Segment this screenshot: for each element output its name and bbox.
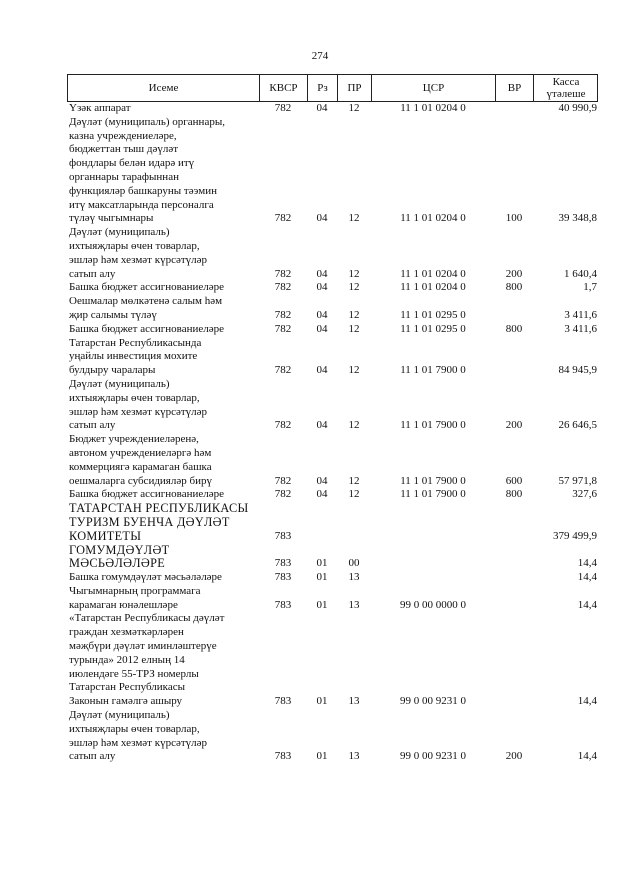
table-row — [67, 323, 598, 337]
row-name — [67, 709, 257, 764]
cell-pr: 13 — [348, 598, 360, 611]
row-name-line: Оешмалар мөлкәтенә салым һәм — [69, 295, 223, 308]
cell-sum: 14,4 — [577, 557, 597, 570]
table-row — [67, 612, 598, 709]
row-name-line: түләү чыгымнары — [69, 212, 154, 225]
cell-pr: 13 — [348, 750, 360, 763]
header-rz: Рз — [308, 75, 338, 101]
cell-vr: 200 — [505, 267, 523, 280]
table-row — [67, 488, 598, 502]
row-name — [67, 378, 257, 433]
row-name-line: Татарстан Республикасы — [69, 681, 185, 694]
row-name-line: Бюджет учреждениеләренә, — [69, 433, 199, 446]
cell-pr: 12 — [348, 322, 360, 335]
cell-rz: 01 — [316, 750, 328, 763]
table-row — [67, 502, 598, 543]
row-name-line: фондлары белән идарә итү — [69, 157, 195, 170]
cell-kvsr: 782 — [274, 212, 292, 225]
cell-kvsr: 783 — [274, 571, 292, 584]
table-row — [67, 102, 598, 116]
row-name-line: автоном учреждениеләргә һәм — [69, 446, 212, 459]
cell-vr: 600 — [505, 474, 523, 487]
row-name-line: булдыру чаралары — [69, 364, 156, 377]
table-body — [67, 102, 598, 764]
cell-kvsr: 783 — [274, 695, 292, 708]
section-heading — [67, 502, 257, 543]
row-name-line: сатып алу — [69, 267, 116, 280]
cell-pr: 12 — [348, 212, 360, 225]
table-row — [67, 281, 598, 295]
cell-pr: 12 — [348, 419, 360, 432]
row-name-line: җир салымы түләү — [69, 308, 157, 321]
cell-kvsr: 783 — [274, 529, 292, 542]
table-row — [67, 295, 598, 323]
table-row — [67, 116, 598, 226]
cell-kvsr: 782 — [274, 322, 292, 335]
row-name-line: функцияләр башкаруны тәэмин — [69, 184, 217, 197]
header-csr: ЦСР — [372, 75, 496, 101]
cell-vr: 800 — [505, 281, 523, 294]
table-row — [67, 585, 598, 613]
cell-csr: 99 0 00 9231 0 — [400, 695, 466, 708]
row-name — [67, 116, 257, 226]
row-name — [67, 226, 257, 281]
row-name-line: турында» 2012 елның 14 — [69, 653, 185, 666]
cell-kvsr: 782 — [274, 419, 292, 432]
table-row — [67, 378, 598, 433]
row-name-line: эшләр һәм хезмәт күрсәтүләр — [69, 736, 208, 749]
cell-kvsr: 782 — [274, 474, 292, 487]
cell-csr: 11 1 01 0204 0 — [400, 281, 466, 294]
row-name-line: бюджеттан тыш дәүләт — [69, 143, 179, 156]
cell-vr: 100 — [505, 212, 523, 225]
row-name-line: ГОМУМДӘҮЛӘТ — [69, 542, 170, 557]
row-name-line: Дәүләт (муниципаль) — [69, 709, 170, 722]
header-sum — [534, 75, 598, 101]
row-name-line: Башка гомумдәүләт мәсьәләләре — [69, 571, 222, 584]
row-name — [67, 281, 257, 295]
cell-sum: 14,4 — [577, 598, 597, 611]
row-name-line: «Татарстан Республикасы дәүләт — [69, 612, 225, 625]
row-name — [67, 571, 257, 585]
table-row — [67, 433, 598, 488]
header-sum-line1: Касса — [552, 76, 580, 88]
cell-pr: 12 — [348, 267, 360, 280]
cell-csr: 11 1 01 0204 0 — [400, 267, 466, 280]
row-name-line: Дәүләт (муниципаль) органнары, — [69, 115, 225, 128]
row-name-line: итү максатларында персоналга — [69, 198, 214, 211]
cell-rz: 01 — [316, 571, 328, 584]
row-name-line: КОМИТЕТЫ — [69, 528, 142, 543]
cell-rz: 04 — [316, 102, 328, 114]
row-name — [67, 585, 257, 613]
cell-kvsr: 783 — [274, 557, 292, 570]
row-name — [67, 612, 257, 709]
row-name-line: ихтыяҗлары өчен товарлар, — [69, 391, 200, 404]
cell-vr: 200 — [505, 750, 523, 763]
cell-sum: 26 646,5 — [558, 419, 597, 432]
cell-kvsr: 782 — [274, 488, 292, 501]
cell-rz: 01 — [316, 598, 328, 611]
cell-rz: 01 — [316, 557, 328, 570]
table-row — [67, 337, 598, 378]
row-name — [67, 337, 257, 378]
cell-vr: 800 — [505, 488, 523, 501]
row-name-line: ихтыяҗлары өчен товарлар, — [69, 722, 200, 735]
cell-csr: 11 1 01 0204 0 — [400, 102, 466, 114]
row-name-line: июлендәге 55-ТРЗ номерлы — [69, 667, 199, 680]
cell-pr: 12 — [348, 102, 360, 114]
cell-kvsr: 782 — [274, 281, 292, 294]
row-name-line: ихтыяҗлары өчен товарлар, — [69, 239, 200, 252]
cell-kvsr: 782 — [274, 267, 292, 280]
cell-pr: 12 — [348, 364, 360, 377]
cell-pr: 00 — [348, 557, 360, 570]
cell-kvsr: 782 — [274, 364, 292, 377]
header-pr: ПР — [338, 75, 372, 101]
row-name-line: казна учреждениеләре, — [69, 129, 177, 142]
cell-csr: 11 1 01 0295 0 — [400, 308, 466, 321]
cell-csr: 11 1 01 7900 0 — [400, 474, 466, 487]
row-name-line: Дәүләт (муниципаль) — [69, 226, 170, 239]
cell-sum: 14,4 — [577, 571, 597, 584]
cell-sum: 327,6 — [572, 488, 597, 501]
cell-rz: 04 — [316, 308, 328, 321]
cell-rz: 04 — [316, 474, 328, 487]
row-name-line: органнары тарафыннан — [69, 170, 179, 183]
row-name — [67, 488, 257, 502]
row-name-line: карамаган юнәлешләре — [69, 598, 178, 611]
cell-rz: 04 — [316, 322, 328, 335]
cell-sum: 14,4 — [577, 750, 597, 763]
row-name-line: Башка бюджет ассигнованиеләре — [69, 322, 224, 335]
row-name — [67, 323, 257, 337]
cell-pr: 12 — [348, 308, 360, 321]
table-row — [67, 709, 598, 764]
row-name-line: Татарстан Республикасында — [69, 336, 202, 349]
cell-sum: 1,7 — [583, 281, 597, 294]
cell-sum: 3 411,6 — [564, 308, 597, 321]
row-name-line: Башка бюджет ассигнованиеләре — [69, 488, 224, 501]
table-row — [67, 571, 598, 585]
page-number: 274 — [311, 50, 329, 62]
cell-pr: 13 — [348, 571, 360, 584]
cell-sum: 3 411,6 — [564, 322, 597, 335]
row-name-line: сатып алу — [69, 750, 116, 763]
row-name-line: ТАТАРСТАН РЕСПУБЛИКАСЫ — [69, 501, 249, 516]
cell-pr: 13 — [348, 695, 360, 708]
row-name-line: Дәүләт (муниципаль) — [69, 377, 170, 390]
cell-sum: 57 971,8 — [558, 474, 597, 487]
cell-rz: 04 — [316, 281, 328, 294]
row-name-line: граждан хезмәткәрләрен — [69, 626, 184, 639]
cell-sum: 1 640,4 — [564, 267, 597, 280]
row-name-line: оешмаларга субсидияләр бирү — [69, 474, 212, 487]
cell-kvsr: 783 — [274, 750, 292, 763]
cell-pr: 12 — [348, 488, 360, 501]
header-sum-line2: үтәлеше — [546, 88, 586, 100]
table-row — [67, 226, 598, 281]
table-header — [67, 74, 598, 102]
cell-kvsr: 782 — [274, 102, 292, 114]
cell-sum: 379 499,9 — [553, 529, 597, 542]
cell-csr: 99 0 00 9231 0 — [400, 750, 466, 763]
row-name-line: ТУРИЗМ БУЕНЧА ДӘҮЛӘТ — [69, 514, 230, 529]
row-name — [67, 102, 257, 116]
cell-pr: 12 — [348, 474, 360, 487]
row-name-line: Үзәк аппарат — [69, 102, 131, 114]
row-name — [67, 295, 257, 323]
row-name — [67, 433, 257, 488]
cell-csr: 11 1 01 7900 0 — [400, 488, 466, 501]
row-name-line: уңайлы инвестиция мохите — [69, 350, 198, 363]
cell-rz: 04 — [316, 267, 328, 280]
cell-csr: 11 1 01 7900 0 — [400, 364, 466, 377]
header-kvsr: КВСР — [260, 75, 308, 101]
header-name: Исеме — [68, 75, 260, 101]
cell-vr: 200 — [505, 419, 523, 432]
row-name-line: Башка бюджет ассигнованиеләре — [69, 281, 224, 294]
row-name-line: эшләр һәм хезмәт күрсәтүләр — [69, 405, 208, 418]
cell-sum: 40 990,9 — [558, 102, 597, 114]
row-name-line: коммерциягә карамаган башка — [69, 460, 212, 473]
row-name-line: эшләр һәм хезмәт күрсәтүләр — [69, 253, 208, 266]
row-name-line: сатып алу — [69, 419, 116, 432]
cell-sum: 84 945,9 — [558, 364, 597, 377]
cell-csr: 99 0 00 0000 0 — [400, 598, 466, 611]
cell-csr: 11 1 01 7900 0 — [400, 419, 466, 432]
row-name-line: Законын гамәлгә ашыру — [69, 695, 183, 708]
cell-csr: 11 1 01 0204 0 — [400, 212, 466, 225]
cell-sum: 14,4 — [577, 695, 597, 708]
row-name-line: мәҗбүри дәүләт иминләштерүе — [69, 640, 217, 653]
cell-vr: 800 — [505, 322, 523, 335]
cell-rz: 04 — [316, 364, 328, 377]
cell-kvsr: 783 — [274, 598, 292, 611]
cell-rz: 04 — [316, 488, 328, 501]
cell-rz: 04 — [316, 212, 328, 225]
cell-pr: 12 — [348, 281, 360, 294]
table-row — [67, 544, 598, 572]
cell-rz: 01 — [316, 695, 328, 708]
header-vr: ВР — [496, 75, 534, 101]
row-name-line: Чыгымнарның программага — [69, 584, 201, 597]
cell-csr: 11 1 01 0295 0 — [400, 322, 466, 335]
section-heading — [67, 544, 257, 572]
cell-kvsr: 782 — [274, 308, 292, 321]
row-name-line: МӘСЬӘЛӘЛӘРЕ — [69, 556, 166, 571]
cell-rz: 04 — [316, 419, 328, 432]
cell-sum: 39 348,8 — [558, 212, 597, 225]
